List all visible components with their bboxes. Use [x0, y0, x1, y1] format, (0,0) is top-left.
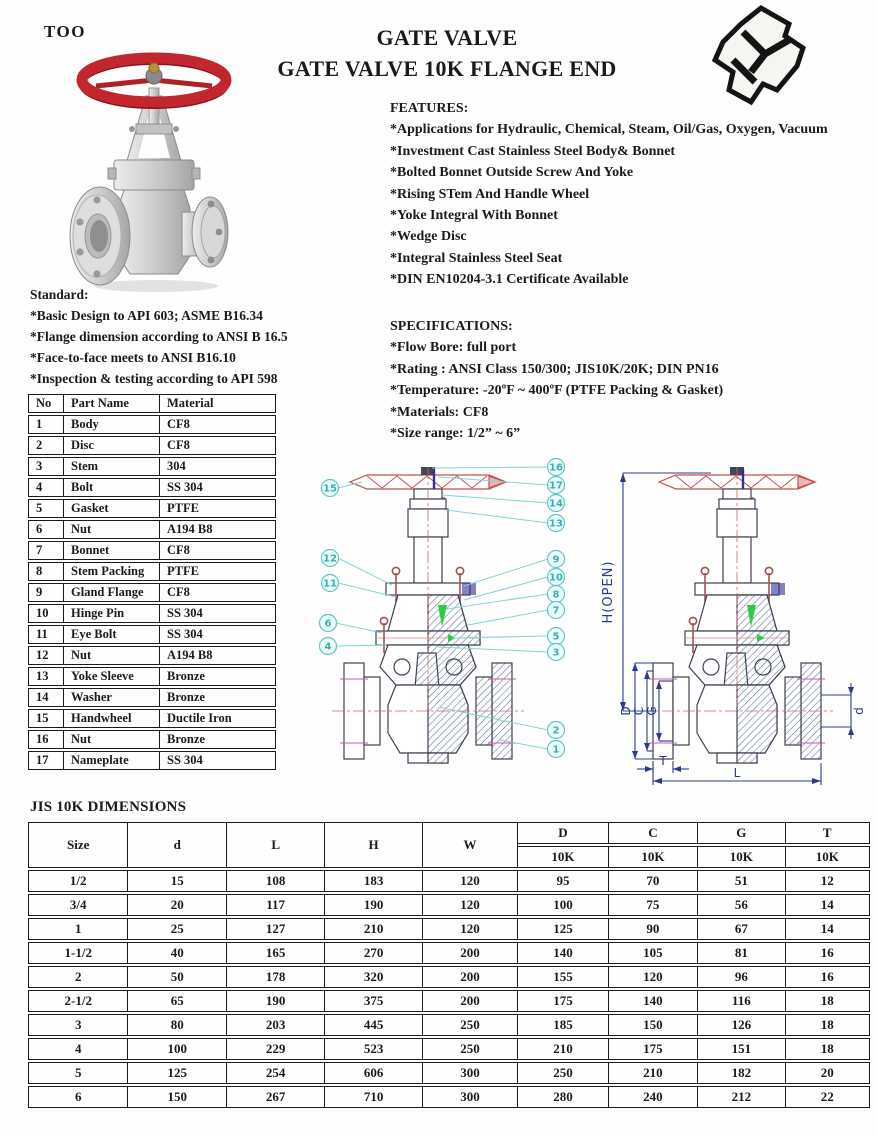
table-row: [28, 457, 276, 476]
table-cell: 140: [609, 990, 698, 1012]
table-cell: 304: [160, 457, 276, 476]
svg-text:14: 14: [549, 498, 563, 510]
jis-dimensions-heading: JIS 10K DIMENSIONS: [30, 799, 187, 815]
table-cell: 81: [698, 942, 785, 964]
svg-text:11: 11: [323, 578, 337, 590]
table-cell: 50: [128, 966, 226, 988]
table-row: [28, 1014, 870, 1036]
bullet-line: *Temperature: -20ºF ~ 400ºF (PTFE Packing & Gasket): [390, 383, 724, 399]
table-cell: 12: [28, 646, 64, 665]
table-cell: Eye Bolt: [64, 625, 160, 644]
svg-text:1: 1: [552, 744, 560, 756]
table-cell: 18: [786, 990, 870, 1012]
standard-section: [30, 284, 382, 389]
table-cell: CF8: [160, 415, 276, 434]
table-cell: 2: [28, 436, 64, 455]
table-cell: 250: [518, 1062, 608, 1084]
table-cell: 200: [423, 990, 518, 1012]
table-cell: Ductile Iron: [160, 709, 276, 728]
table-cell: 67: [698, 918, 785, 940]
table-cell: PTFE: [160, 499, 276, 518]
table-cell: Nut: [64, 646, 160, 665]
specifications-heading: SPECIFICATIONS:: [390, 319, 513, 334]
svg-text:12: 12: [323, 553, 337, 565]
table-cell: Gasket: [64, 499, 160, 518]
table-cell: 178: [227, 966, 325, 988]
table-cell: Disc: [64, 436, 160, 455]
table-row: [28, 541, 276, 560]
table-cell: SS 304: [160, 478, 276, 497]
table-row: [28, 625, 276, 644]
table-cell: 126: [698, 1014, 785, 1036]
table-cell: 51: [698, 870, 785, 892]
table-cell: 300: [423, 1062, 518, 1084]
table-cell: 523: [325, 1038, 422, 1060]
table-cell: 182: [698, 1062, 785, 1084]
table-row: [28, 499, 276, 518]
table-cell: 150: [128, 1086, 226, 1108]
svg-text:6: 6: [324, 618, 332, 630]
dims-col-G: G: [698, 822, 785, 844]
table-row: [28, 751, 276, 770]
table-cell: 120: [423, 870, 518, 892]
svg-text:8: 8: [552, 589, 560, 601]
features-list: [390, 119, 838, 290]
table-cell: 40: [128, 942, 226, 964]
table-cell: 190: [227, 990, 325, 1012]
table-cell: 267: [227, 1086, 325, 1108]
table-row: [28, 894, 870, 916]
parts-col-no: No: [28, 394, 64, 413]
table-row: [28, 562, 276, 581]
table-cell: 710: [325, 1086, 422, 1108]
table-cell: Bronze: [160, 730, 276, 749]
table-cell: 1/2: [28, 870, 128, 892]
table-cell: 210: [609, 1062, 698, 1084]
table-cell: Bolt: [64, 478, 160, 497]
table-cell: 127: [227, 918, 325, 940]
svg-text:10: 10: [549, 572, 563, 584]
table-cell: 3: [28, 457, 64, 476]
table-cell: 200: [423, 966, 518, 988]
table-cell: CF8: [160, 436, 276, 455]
table-cell: SS 304: [160, 625, 276, 644]
bullet-line: *Flange dimension according to ANSI B 16.5: [30, 329, 288, 344]
table-cell: SS 304: [160, 751, 276, 770]
features-section: [390, 98, 838, 291]
table-cell: 14: [786, 918, 870, 940]
table-cell: 100: [518, 894, 608, 916]
svg-text:7: 7: [552, 605, 560, 617]
table-cell: 8: [28, 562, 64, 581]
bullet-line: *Applications for Hydraulic, Chemical, Steam, Oil/Gas, Oxygen, Vacuum: [390, 122, 828, 138]
table-cell: 300: [423, 1086, 518, 1108]
bullet-line: *Materials: CF8: [390, 404, 489, 420]
table-cell: Bronze: [160, 667, 276, 686]
table-cell: CF8: [160, 583, 276, 602]
table-cell: 2-1/2: [28, 990, 128, 1012]
table-row: [28, 1062, 870, 1084]
dim-label-T: T: [659, 754, 667, 768]
table-cell: 155: [518, 966, 608, 988]
svg-text:13: 13: [549, 518, 563, 530]
table-cell: 120: [423, 918, 518, 940]
table-cell: CF8: [160, 541, 276, 560]
dims-col-W: W: [423, 822, 518, 868]
dims-col-H: H: [325, 822, 422, 868]
bullet-line: *Wedge Disc: [390, 229, 467, 245]
table-cell: 5: [28, 1062, 128, 1084]
table-cell: 65: [128, 990, 226, 1012]
table-cell: 9: [28, 583, 64, 602]
bullet-line: *Integral Stainless Steel Seat: [390, 250, 563, 266]
standard-list: [30, 305, 382, 389]
bullet-line: *Rating : ANSI Class 150/300; JIS10K/20K; DIN PN16: [390, 361, 719, 377]
table-row: [28, 730, 276, 749]
features-heading: FEATURES:: [390, 101, 469, 116]
table-cell: PTFE: [160, 562, 276, 581]
table-cell: 210: [325, 918, 422, 940]
table-row: [28, 966, 870, 988]
bullet-line: *Rising STem And Handle Wheel: [390, 186, 590, 202]
table-cell: 7: [28, 541, 64, 560]
table-row: [28, 942, 870, 964]
table-cell: 17: [28, 751, 64, 770]
brand-text: TOO: [44, 22, 86, 41]
table-cell: A194 B8: [160, 646, 276, 665]
table-cell: 120: [609, 966, 698, 988]
table-cell: 183: [325, 870, 422, 892]
title-line-2: GATE VALVE 10K FLANGE END: [277, 56, 617, 81]
table-cell: 105: [609, 942, 698, 964]
bullet-line: *Size range: 1/2” ~ 6”: [390, 426, 521, 442]
title-line-1: GATE VALVE: [376, 25, 518, 50]
table-row: [28, 436, 276, 455]
table-cell: 254: [227, 1062, 325, 1084]
table-row: [28, 415, 276, 434]
svg-text:2: 2: [552, 725, 560, 737]
table-cell: 606: [325, 1062, 422, 1084]
table-row: [28, 646, 276, 665]
table-cell: Hinge Pin: [64, 604, 160, 623]
table-cell: 14: [786, 894, 870, 916]
specifications-section: [390, 316, 852, 444]
table-cell: 3: [28, 1014, 128, 1036]
table-cell: 3/4: [28, 894, 128, 916]
table-cell: 445: [325, 1014, 422, 1036]
table-cell: 90: [609, 918, 698, 940]
table-cell: 16: [28, 730, 64, 749]
standard-heading: Standard:: [30, 287, 89, 302]
table-cell: Yoke Sleeve: [64, 667, 160, 686]
specifications-list: [390, 337, 852, 444]
dims-col-size: Size: [28, 822, 128, 868]
table-cell: 15: [28, 709, 64, 728]
table-cell: 165: [227, 942, 325, 964]
table-cell: 96: [698, 966, 785, 988]
table-cell: 18: [786, 1014, 870, 1036]
svg-text:4: 4: [324, 641, 332, 653]
page-title: [187, 22, 707, 84]
table-cell: 140: [518, 942, 608, 964]
table-cell: SS 304: [160, 604, 276, 623]
table-cell: Gland Flange: [64, 583, 160, 602]
valve-body-photo: [70, 88, 228, 285]
table-cell: 6: [28, 1086, 128, 1108]
table-cell: 18: [786, 1038, 870, 1060]
table-cell: 10: [28, 604, 64, 623]
bullet-line: *DIN EN10204-3.1 Certificate Available: [390, 272, 629, 288]
table-cell: 100: [128, 1038, 226, 1060]
dims-col-C: C: [609, 822, 698, 844]
table-cell: 15: [128, 870, 226, 892]
table-cell: 4: [28, 478, 64, 497]
svg-text:9: 9: [552, 554, 560, 566]
table-row: [28, 918, 870, 940]
table-cell: 1-1/2: [28, 942, 128, 964]
table-cell: Handwheel: [64, 709, 160, 728]
table-cell: 203: [227, 1014, 325, 1036]
table-cell: 190: [325, 894, 422, 916]
drawing-section-dimensions: [597, 455, 875, 787]
dims-header-row-1: [28, 822, 870, 844]
dims-sub-10k: 10K: [609, 846, 698, 868]
dims-sub-10k: 10K: [698, 846, 785, 868]
table-cell: 12: [786, 870, 870, 892]
bullet-line: *Investment Cast Stainless Steel Body& Bonnet: [390, 143, 676, 159]
bullet-line: *Basic Design to API 603; ASME B16.34: [30, 308, 263, 323]
table-cell: 16: [786, 966, 870, 988]
table-cell: 175: [518, 990, 608, 1012]
table-cell: 4: [28, 1038, 128, 1060]
table-cell: 229: [227, 1038, 325, 1060]
table-cell: 25: [128, 918, 226, 940]
table-cell: Stem: [64, 457, 160, 476]
table-cell: A194 B8: [160, 520, 276, 539]
table-row: [28, 667, 276, 686]
table-cell: 150: [609, 1014, 698, 1036]
svg-text:3: 3: [552, 647, 560, 659]
table-cell: Bonnet: [64, 541, 160, 560]
dims-col-d: d: [128, 822, 226, 868]
table-cell: 20: [786, 1062, 870, 1084]
svg-text:17: 17: [549, 480, 563, 492]
table-row: [28, 688, 276, 707]
dim-label-D: D: [619, 706, 633, 716]
table-cell: 13: [28, 667, 64, 686]
table-row: [28, 1038, 870, 1060]
parts-col-material: Material: [160, 394, 276, 413]
table-cell: 270: [325, 942, 422, 964]
table-row: [28, 478, 276, 497]
table-cell: 56: [698, 894, 785, 916]
table-cell: 210: [518, 1038, 608, 1060]
table-cell: Nameplate: [64, 751, 160, 770]
table-row: [28, 604, 276, 623]
dim-label-G: G: [645, 706, 659, 716]
svg-text:16: 16: [549, 462, 563, 474]
table-cell: 75: [609, 894, 698, 916]
dims-col-T: T: [786, 822, 870, 844]
table-cell: Washer: [64, 688, 160, 707]
table-cell: 1: [28, 918, 128, 940]
parts-col-name: Part Name: [64, 394, 160, 413]
dims-sub-10k: 10K: [786, 846, 870, 868]
table-row: [28, 709, 276, 728]
dim-label-d: d: [852, 707, 866, 715]
dims-col-D: D: [518, 822, 608, 844]
svg-text:5: 5: [552, 631, 560, 643]
bullet-line: *Yoke Integral With Bonnet: [390, 208, 558, 224]
table-cell: 185: [518, 1014, 608, 1036]
table-cell: 80: [128, 1014, 226, 1036]
table-cell: 11: [28, 625, 64, 644]
table-row: [28, 583, 276, 602]
table-row: [28, 1086, 870, 1108]
table-cell: 120: [423, 894, 518, 916]
company-logo: [704, 4, 818, 108]
table-cell: 5: [28, 499, 64, 518]
table-cell: 280: [518, 1086, 608, 1108]
bullet-line: *Face-to-face meets to ANSI B16.10: [30, 350, 236, 365]
table-cell: Nut: [64, 730, 160, 749]
table-cell: 125: [128, 1062, 226, 1084]
bullet-line: *Flow Bore: full port: [390, 340, 517, 356]
table-cell: 116: [698, 990, 785, 1012]
table-cell: 6: [28, 520, 64, 539]
dims-sub-10k: 10K: [518, 846, 608, 868]
dimensions-table: [28, 820, 870, 1110]
table-cell: 1: [28, 415, 64, 434]
table-cell: 22: [786, 1086, 870, 1108]
table-cell: 108: [227, 870, 325, 892]
dim-label-h-open: H(OPEN): [601, 560, 616, 624]
svg-text:15: 15: [323, 483, 337, 495]
table-cell: 16: [786, 942, 870, 964]
drawing-section-callouts: [310, 455, 600, 787]
table-row: [28, 990, 870, 1012]
table-cell: 20: [128, 894, 226, 916]
table-cell: 240: [609, 1086, 698, 1108]
table-cell: 250: [423, 1014, 518, 1036]
table-cell: 14: [28, 688, 64, 707]
table-row: [28, 870, 870, 892]
table-cell: 125: [518, 918, 608, 940]
table-cell: 117: [227, 894, 325, 916]
table-cell: 320: [325, 966, 422, 988]
table-cell: Nut: [64, 520, 160, 539]
bullet-line: *Bolted Bonnet Outside Screw And Yoke: [390, 165, 634, 181]
parts-table: [28, 392, 276, 772]
table-cell: Stem Packing: [64, 562, 160, 581]
table-row: [28, 520, 276, 539]
parts-header-row: [28, 394, 276, 413]
table-cell: 151: [698, 1038, 785, 1060]
table-cell: Body: [64, 415, 160, 434]
table-cell: 212: [698, 1086, 785, 1108]
table-cell: 70: [609, 870, 698, 892]
table-cell: 200: [423, 942, 518, 964]
table-cell: 2: [28, 966, 128, 988]
table-cell: 175: [609, 1038, 698, 1060]
table-cell: 95: [518, 870, 608, 892]
dims-col-L: L: [227, 822, 325, 868]
table-cell: 250: [423, 1038, 518, 1060]
bullet-line: *Inspection & testing according to API 598: [30, 371, 278, 386]
dim-label-L: L: [733, 766, 741, 780]
table-cell: Bronze: [160, 688, 276, 707]
table-cell: 375: [325, 990, 422, 1012]
dim-label-C: C: [632, 706, 646, 716]
